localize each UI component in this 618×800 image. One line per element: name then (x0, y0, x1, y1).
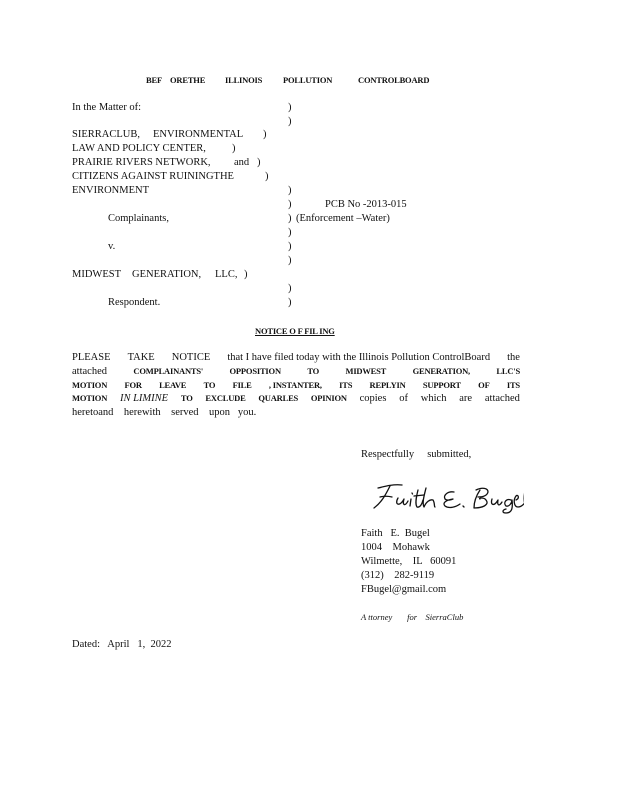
body-text: QUARLES (258, 393, 299, 404)
body-text: FOR (124, 379, 142, 390)
caption-paren: ) (288, 199, 292, 210)
address-line: 1004 Mohawk (361, 542, 430, 553)
complainant-name: LAW AND POLICY CENTER, (72, 143, 206, 154)
body-line: heretoand herewith served upon you. (72, 407, 257, 419)
heading-word: OREТHE (170, 75, 206, 85)
body-text: IN LIMINE (119, 393, 169, 405)
case-number: PCB No -2013-015 (325, 199, 407, 210)
body-text: LLC'S (496, 365, 520, 376)
body-text: LEAVE (159, 379, 187, 390)
body-text: TAKE (127, 352, 155, 363)
body-line (72, 392, 520, 406)
body-text: ITS (339, 379, 353, 390)
closing: Respectfully submitted, (361, 449, 472, 460)
body-text: ITS (506, 379, 520, 390)
caption-paren: ) (288, 283, 292, 294)
caption-paren: ) (288, 255, 292, 266)
body-text: which (420, 393, 447, 405)
body-text: of (399, 393, 408, 405)
email-address: FBugel@gmail.com (361, 584, 447, 595)
caption-paren: ) (288, 297, 292, 308)
caption-paren: ) (265, 171, 269, 182)
complainant-name: CITIZENS AGAINST RUININGTHE (72, 171, 234, 182)
body-text: PLEASE (72, 352, 111, 363)
caption-paren: ) (288, 213, 292, 224)
body-text: TO (307, 365, 320, 376)
body-text: GENERATION, (412, 365, 470, 376)
in-the-matter-label: In the Matter of: (72, 102, 142, 113)
caption-paren: ) (288, 102, 292, 113)
body-line (72, 351, 520, 365)
body-text: OPINION (310, 393, 347, 404)
body-text: attached (484, 393, 520, 405)
body-text: NOTICE (171, 352, 211, 363)
caption-paren: ) (288, 241, 292, 252)
body-text: REPLYIN (369, 379, 406, 390)
body-text: MOTION (72, 379, 108, 390)
complainant-name: SIERRACLUB, (72, 129, 140, 140)
body-text: are (459, 393, 473, 405)
notice-body (72, 351, 520, 420)
respondent-name: GENERATION, (132, 269, 202, 280)
body-text: OPPOSITION (229, 365, 281, 376)
body-text: TO (203, 379, 216, 390)
case-type: (Enforcement –Water) (296, 213, 390, 224)
complainant-name: ENVIRONMENT (72, 185, 149, 196)
body-text: , INSTANTER, (268, 379, 322, 390)
complainant-name: PRAIRIE RIVERS NETWORK, (72, 157, 211, 168)
complainants-label: Complainants, (108, 213, 169, 224)
caption-paren: ) (232, 143, 236, 154)
heading-word: CONTROLBOARD (358, 75, 430, 85)
respondent-label: Respondent. (108, 297, 161, 308)
body-text: EXCLUDE (205, 393, 246, 404)
body-text: copies (359, 393, 387, 405)
caption-paren: ) (288, 227, 292, 238)
body-text: attached (72, 365, 107, 377)
body-text: the (507, 352, 520, 363)
caption-paren: ) (263, 129, 267, 140)
attorney-name: Faith E. Bugel (361, 528, 430, 539)
attorney-role: A ttorney for SierraClub (361, 612, 464, 622)
heading-word: BEF (146, 75, 162, 85)
body-text: SUPPORT (422, 379, 461, 390)
versus-label: v. (108, 241, 116, 252)
phone-number: (312) 282-9119 (361, 570, 435, 581)
body-text: MOTION (72, 393, 108, 404)
body-text: that I have filed today with the Illinois Pollution ControlBoard (227, 352, 491, 363)
notice-title: NOTICE O F FIL ING (255, 326, 335, 336)
complainant-name: ENVIRONMENTAL (153, 129, 244, 140)
caption-paren: ) (288, 116, 292, 127)
caption-paren: ) (257, 157, 261, 168)
body-line (72, 365, 520, 379)
respondent-name: MIDWEST (72, 269, 121, 280)
body-text: OF (478, 379, 490, 390)
heading-word: POLLUTION (283, 75, 333, 85)
caption-paren: ) (288, 185, 292, 196)
respondent-name: LLC, (215, 269, 238, 280)
body-text: TO (180, 393, 193, 404)
handwritten-signature (368, 478, 524, 514)
body-text: FILE (232, 379, 252, 390)
address-line: Wilmette, IL 60091 (361, 556, 457, 567)
body-line (72, 379, 520, 393)
body-text: COMPLAINANTS' (133, 365, 204, 376)
body-text: MIDWEST (345, 365, 387, 376)
complainant-name: and (234, 157, 250, 168)
date-line: Dated: April 1, 2022 (72, 639, 172, 650)
heading-word: ILLINOIS (225, 75, 263, 85)
caption-paren: ) (244, 269, 248, 280)
